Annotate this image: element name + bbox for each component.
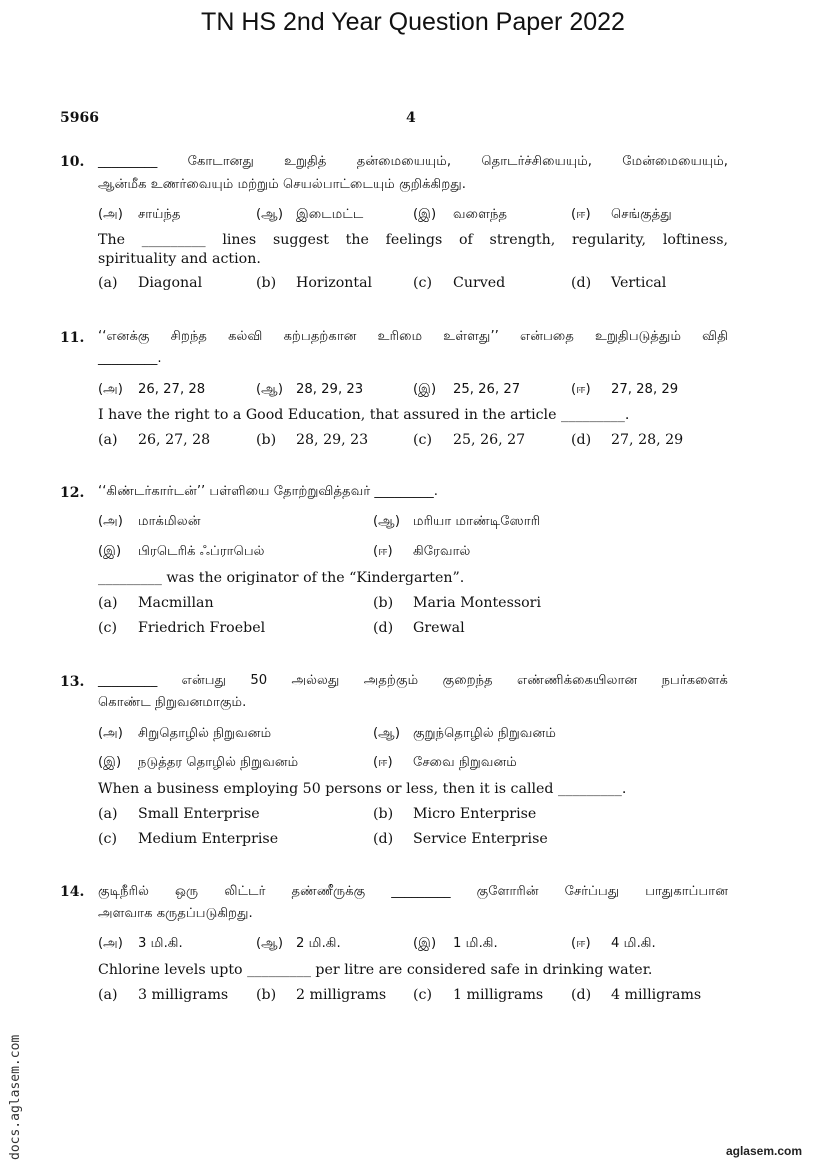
option-label: (ஈ) <box>571 382 591 397</box>
option-label: (d) <box>571 987 592 1003</box>
question-text-tamil: _________ கோடானது உறுதித் தன்மையையும், தொடர்ச்சியையும், மேன்மையையும், <box>98 154 728 169</box>
option-text: நடுத்தர தொழில் நிறுவனம் <box>138 755 299 770</box>
option-label: (ஈ) <box>571 207 591 222</box>
option-english-d <box>373 831 548 847</box>
option-text: 4 மி.கி. <box>611 936 656 951</box>
option-english-d <box>571 432 683 448</box>
option-text: சாய்ந்த <box>138 207 181 222</box>
option-text: வளைந்த <box>453 207 508 222</box>
option-text: குறுந்தொழில் நிறுவனம் <box>413 726 556 741</box>
page-number: 4 <box>406 110 416 126</box>
option-tamil-d <box>373 755 517 771</box>
option-text: Micro Enterprise <box>413 806 537 822</box>
option-label: (b) <box>256 432 277 448</box>
option-english-d <box>373 620 465 636</box>
question-text-english: I have the right to a Good Education, that assured in the article _________. <box>98 407 630 423</box>
question-number: 11. <box>60 330 85 346</box>
option-text: 4 milligrams <box>611 987 702 1003</box>
option-label: (b) <box>256 275 277 291</box>
question-text-english: The _________ lines suggest the feelings of strength, regularity, loftiness, <box>98 232 728 248</box>
option-label: (ஆ) <box>373 514 400 529</box>
option-text: Maria Montessori <box>413 595 541 611</box>
option-text: Curved <box>453 275 506 291</box>
option-tamil-b <box>256 936 341 952</box>
option-text: மரியா மாண்டிஸோரி <box>413 514 541 529</box>
option-label: (அ) <box>98 514 123 529</box>
option-tamil-d <box>571 382 678 398</box>
option-text: சிறுதொழில் நிறுவனம் <box>138 726 272 741</box>
option-text: 2 மி.கி. <box>296 936 341 951</box>
option-label: (c) <box>98 620 118 636</box>
question-number: 10. <box>60 154 85 170</box>
option-text: Service Enterprise <box>413 831 548 847</box>
option-text: கிரேவால் <box>413 544 471 559</box>
option-label: (c) <box>98 831 118 847</box>
option-text: Grewal <box>413 620 465 636</box>
option-label: (d) <box>571 432 592 448</box>
option-text: Small Enterprise <box>138 806 260 822</box>
option-text: 27, 28, 29 <box>611 432 684 448</box>
option-text: 1 milligrams <box>453 987 544 1003</box>
option-label: (ஆ) <box>256 382 283 397</box>
option-label: (d) <box>571 275 592 291</box>
option-label: (இ) <box>413 207 437 222</box>
question-text-tamil: ஆன்மீக உணர்வையும் மற்றும் செயல்பாட்டையும் குறிக்கிறது. <box>98 177 466 192</box>
question-number: 14. <box>60 884 85 900</box>
option-text: சேவை நிறுவனம் <box>413 755 517 770</box>
question-number: 12. <box>60 485 85 501</box>
option-english-b <box>373 595 541 611</box>
option-english-b <box>256 275 372 291</box>
question-text-tamil: கொண்ட நிறுவனமாகும். <box>98 695 247 710</box>
footer-brand: aglasem.com <box>725 1144 802 1158</box>
option-english-a <box>98 595 214 611</box>
option-text: Vertical <box>611 275 667 291</box>
option-text: Diagonal <box>138 275 203 291</box>
option-text: 28, 29, 23 <box>296 382 364 397</box>
option-text: 3 மி.கி. <box>138 936 183 951</box>
option-label: (a) <box>98 595 118 611</box>
option-label: (ஆ) <box>373 726 400 741</box>
question-number: 13. <box>60 674 85 690</box>
option-english-a <box>98 275 202 291</box>
option-label: (a) <box>98 432 118 448</box>
option-label: (d) <box>373 620 394 636</box>
option-tamil-c <box>413 936 498 952</box>
option-label: (b) <box>373 595 394 611</box>
question-text-tamil: _________. <box>98 351 162 366</box>
option-label: (a) <box>98 275 118 291</box>
option-text: 25, 26, 27 <box>453 382 521 397</box>
option-text: 3 milligrams <box>138 987 229 1003</box>
option-label: (ஆ) <box>256 936 283 951</box>
option-label: (அ) <box>98 207 123 222</box>
option-text: Horizontal <box>296 275 373 291</box>
option-text: 28, 29, 23 <box>296 432 369 448</box>
option-english-b <box>373 806 536 822</box>
option-text: செங்குத்து <box>611 207 672 222</box>
option-english-d <box>571 275 666 291</box>
option-label: (அ) <box>98 936 123 951</box>
option-english-c <box>413 432 525 448</box>
option-tamil-c <box>98 544 265 560</box>
option-english-c <box>413 987 543 1003</box>
option-text: 2 milligrams <box>296 987 387 1003</box>
option-tamil-b <box>256 382 363 398</box>
option-tamil-c <box>98 755 298 771</box>
option-tamil-d <box>571 207 672 223</box>
option-text: பிரடெரிக் ஃப்ராபெல் <box>138 544 265 559</box>
option-tamil-b <box>373 514 540 530</box>
option-tamil-c <box>413 207 507 223</box>
question-text-tamil: ‘‘கிண்டர்கார்டன்’’ பள்ளியை தோற்றுவித்தவர் _________. <box>98 484 438 499</box>
option-english-a <box>98 806 260 822</box>
option-label: (இ) <box>98 544 122 559</box>
question-text-tamil: அளவாக கருதப்படுகிறது. <box>98 906 253 921</box>
option-label: (c) <box>413 275 433 291</box>
question-text-tamil: _________ என்பது 50 அல்லது அதற்கும் குறைந்த எண்ணிக்கையிலான நபர்களைக் <box>98 673 728 688</box>
option-label: (இ) <box>98 755 122 770</box>
option-english-c <box>98 831 278 847</box>
option-english-c <box>413 275 505 291</box>
option-label: (a) <box>98 806 118 822</box>
option-english-a <box>98 987 228 1003</box>
option-label: (c) <box>413 987 433 1003</box>
question-text-english: spirituality and action. <box>98 251 261 267</box>
option-tamil-d <box>373 544 470 560</box>
option-tamil-b <box>373 726 556 742</box>
option-text: Medium Enterprise <box>138 831 279 847</box>
option-label: (ஈ) <box>373 755 393 770</box>
question-text-english: When a business employing 50 persons or less, then it is called _________. <box>98 781 627 797</box>
paper-code: 5966 <box>60 110 99 126</box>
option-label: (ஈ) <box>571 936 591 951</box>
option-english-a <box>98 432 210 448</box>
option-text: 26, 27, 28 <box>138 432 211 448</box>
option-text: மாக்மிலன் <box>138 514 201 529</box>
question-text-tamil: குடிநீரில் ஒரு லிட்டர் தண்ணீருக்கு _________ குளோரின் சேர்ப்பது பாதுகாப்பான <box>98 884 728 899</box>
question-text-english: Chlorine levels upto _________ per litre are considered safe in drinking water. <box>98 962 653 978</box>
option-tamil-b <box>256 207 363 223</box>
option-text: Friedrich Froebel <box>138 620 266 636</box>
option-tamil-a <box>98 514 201 530</box>
option-text: Macmillan <box>138 595 214 611</box>
option-tamil-a <box>98 207 181 223</box>
option-label: (b) <box>373 806 394 822</box>
option-label: (இ) <box>413 936 437 951</box>
option-tamil-a <box>98 726 271 742</box>
option-label: (b) <box>256 987 277 1003</box>
option-text: 25, 26, 27 <box>453 432 526 448</box>
option-tamil-c <box>413 382 520 398</box>
option-tamil-a <box>98 382 205 398</box>
option-label: (d) <box>373 831 394 847</box>
option-text: 1 மி.கி. <box>453 936 498 951</box>
option-english-b <box>256 432 368 448</box>
option-label: (இ) <box>413 382 437 397</box>
option-label: (ஈ) <box>373 544 393 559</box>
page-banner-title: TN HS 2nd Year Question Paper 2022 <box>201 8 625 36</box>
option-label: (ஆ) <box>256 207 283 222</box>
option-text: 27, 28, 29 <box>611 382 679 397</box>
option-text: இடைமட்ட <box>296 207 364 222</box>
option-tamil-d <box>571 936 656 952</box>
option-label: (c) <box>413 432 433 448</box>
option-tamil-a <box>98 936 183 952</box>
option-english-b <box>256 987 386 1003</box>
option-english-d <box>571 987 701 1003</box>
option-text: 26, 27, 28 <box>138 382 206 397</box>
option-label: (அ) <box>98 382 123 397</box>
question-text-tamil: ‘‘எனக்கு சிறந்த கல்வி கற்பதற்கான உரிமை உள்ளது’’ என்பதை உறுதிபடுத்தும் விதி <box>98 329 728 344</box>
option-english-c <box>98 620 265 636</box>
question-text-english: _________ was the originator of the “Kindergarten”. <box>98 570 465 586</box>
option-label: (a) <box>98 987 118 1003</box>
side-watermark-url: docs.aglasem.com <box>8 1034 23 1160</box>
option-label: (அ) <box>98 726 123 741</box>
